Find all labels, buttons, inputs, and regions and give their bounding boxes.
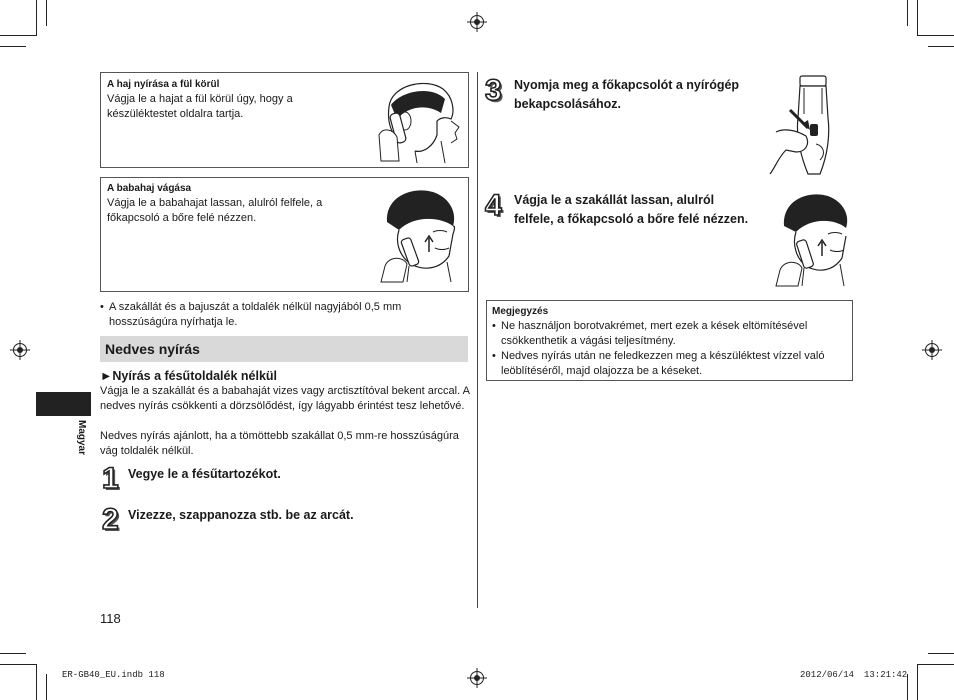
baby-hair-illustration <box>373 186 465 286</box>
crop-mark <box>0 664 36 665</box>
crop-mark <box>0 35 36 36</box>
crop-mark <box>928 653 954 654</box>
step-3-text: Nyomja meg a főkapcsolót a nyírógép bekapcsolásához. <box>514 78 740 111</box>
step-4-number: 4 <box>485 189 502 222</box>
page-number: 118 <box>100 611 121 626</box>
subsection-title: ►Nyírás a fésűtoldalék nélkül <box>100 369 278 383</box>
bullet-note: • A szakállát és a bajuszát a toldalék nélkül nagyjából 0,5 mm hosszúságúra nyírhatja le. <box>100 300 430 330</box>
crop-mark <box>46 0 47 26</box>
registration-mark-icon <box>922 340 942 360</box>
ear-trim-box <box>100 72 469 168</box>
footer-file: ER-GB40_EU.indb 118 <box>62 670 165 680</box>
baby-hair-title: A babahaj vágása <box>107 183 192 194</box>
step-1-number: 1 <box>102 462 119 495</box>
column-divider <box>477 72 478 608</box>
baby-hair-box <box>100 177 469 292</box>
note-list <box>492 319 844 379</box>
step-2-text: Vizezze, szappanozza stb. be az arcát. <box>128 508 354 522</box>
crop-mark <box>917 0 918 36</box>
crop-mark <box>918 35 954 36</box>
side-language-label: Magyar <box>76 420 87 456</box>
beard-trim-illustration <box>772 190 852 288</box>
crop-mark <box>46 674 47 700</box>
crop-mark <box>36 664 37 700</box>
ear-trim-text: Vágja le a hajat a fül körül úgy, hogy a készüléktestet oldalra tartja. <box>107 93 293 120</box>
subsection-paragraph-2: Nedves nyírás ajánlott, ha a tömöttebb szakállat 0,5 mm-re hosszúságúra vág toldalék nélkül. <box>100 430 459 457</box>
crop-mark <box>0 46 26 47</box>
crop-mark <box>918 664 954 665</box>
registration-mark-icon <box>467 668 487 688</box>
ear-trim-title: A haj nyírása a fül körül <box>107 79 220 90</box>
step-2-number: 2 <box>102 503 119 536</box>
crop-mark <box>907 0 908 26</box>
subsection-paragraph-1: Vágja le a szakállát és a babahaját vizes vagy arctisztítóval bekent arccal. A nedves nyírás csökkenti a dörzsölődést, így lágyabb érintést tesz lehetővé. <box>100 385 470 412</box>
step-4-text: Vágja le a szakállát lassan, alulról felfele, a főkapcsoló a bőre felé nézzen. <box>514 193 749 226</box>
note-box <box>486 300 853 381</box>
registration-mark-icon <box>467 12 487 32</box>
note-title: Megjegyzés <box>492 306 549 317</box>
step-3-number: 3 <box>485 74 502 107</box>
crop-mark <box>0 653 26 654</box>
baby-hair-text: Vágja le a babahajat lassan, alulról felfele, a főkapcsoló a bőre felé nézzen. <box>107 197 323 224</box>
note-item: • Nedves nyírás után ne feledkezzen meg a készüléktest vízzel való leöblítéséről, majd olajozza be a késeket. <box>492 349 844 379</box>
power-switch-illustration <box>766 74 844 178</box>
footer-time: 13:21:42 <box>864 670 908 680</box>
crop-mark <box>917 664 918 700</box>
section-title: Nedves nyírás <box>100 336 468 362</box>
ear-trim-illustration <box>371 77 467 165</box>
registration-mark-icon <box>10 340 30 360</box>
footer-date: 2012/06/14 <box>800 670 855 680</box>
note-item: • Ne használjon borotvakrémet, mert ezek a kések eltömítésével csökkenthetik a vágási teljesítmény. <box>492 319 844 349</box>
step-1-text: Vegye le a fésűtartozékot. <box>128 467 281 481</box>
crop-mark <box>928 46 954 47</box>
bullet-note-list <box>100 300 430 330</box>
language-tab <box>36 392 91 416</box>
crop-mark <box>36 0 37 36</box>
